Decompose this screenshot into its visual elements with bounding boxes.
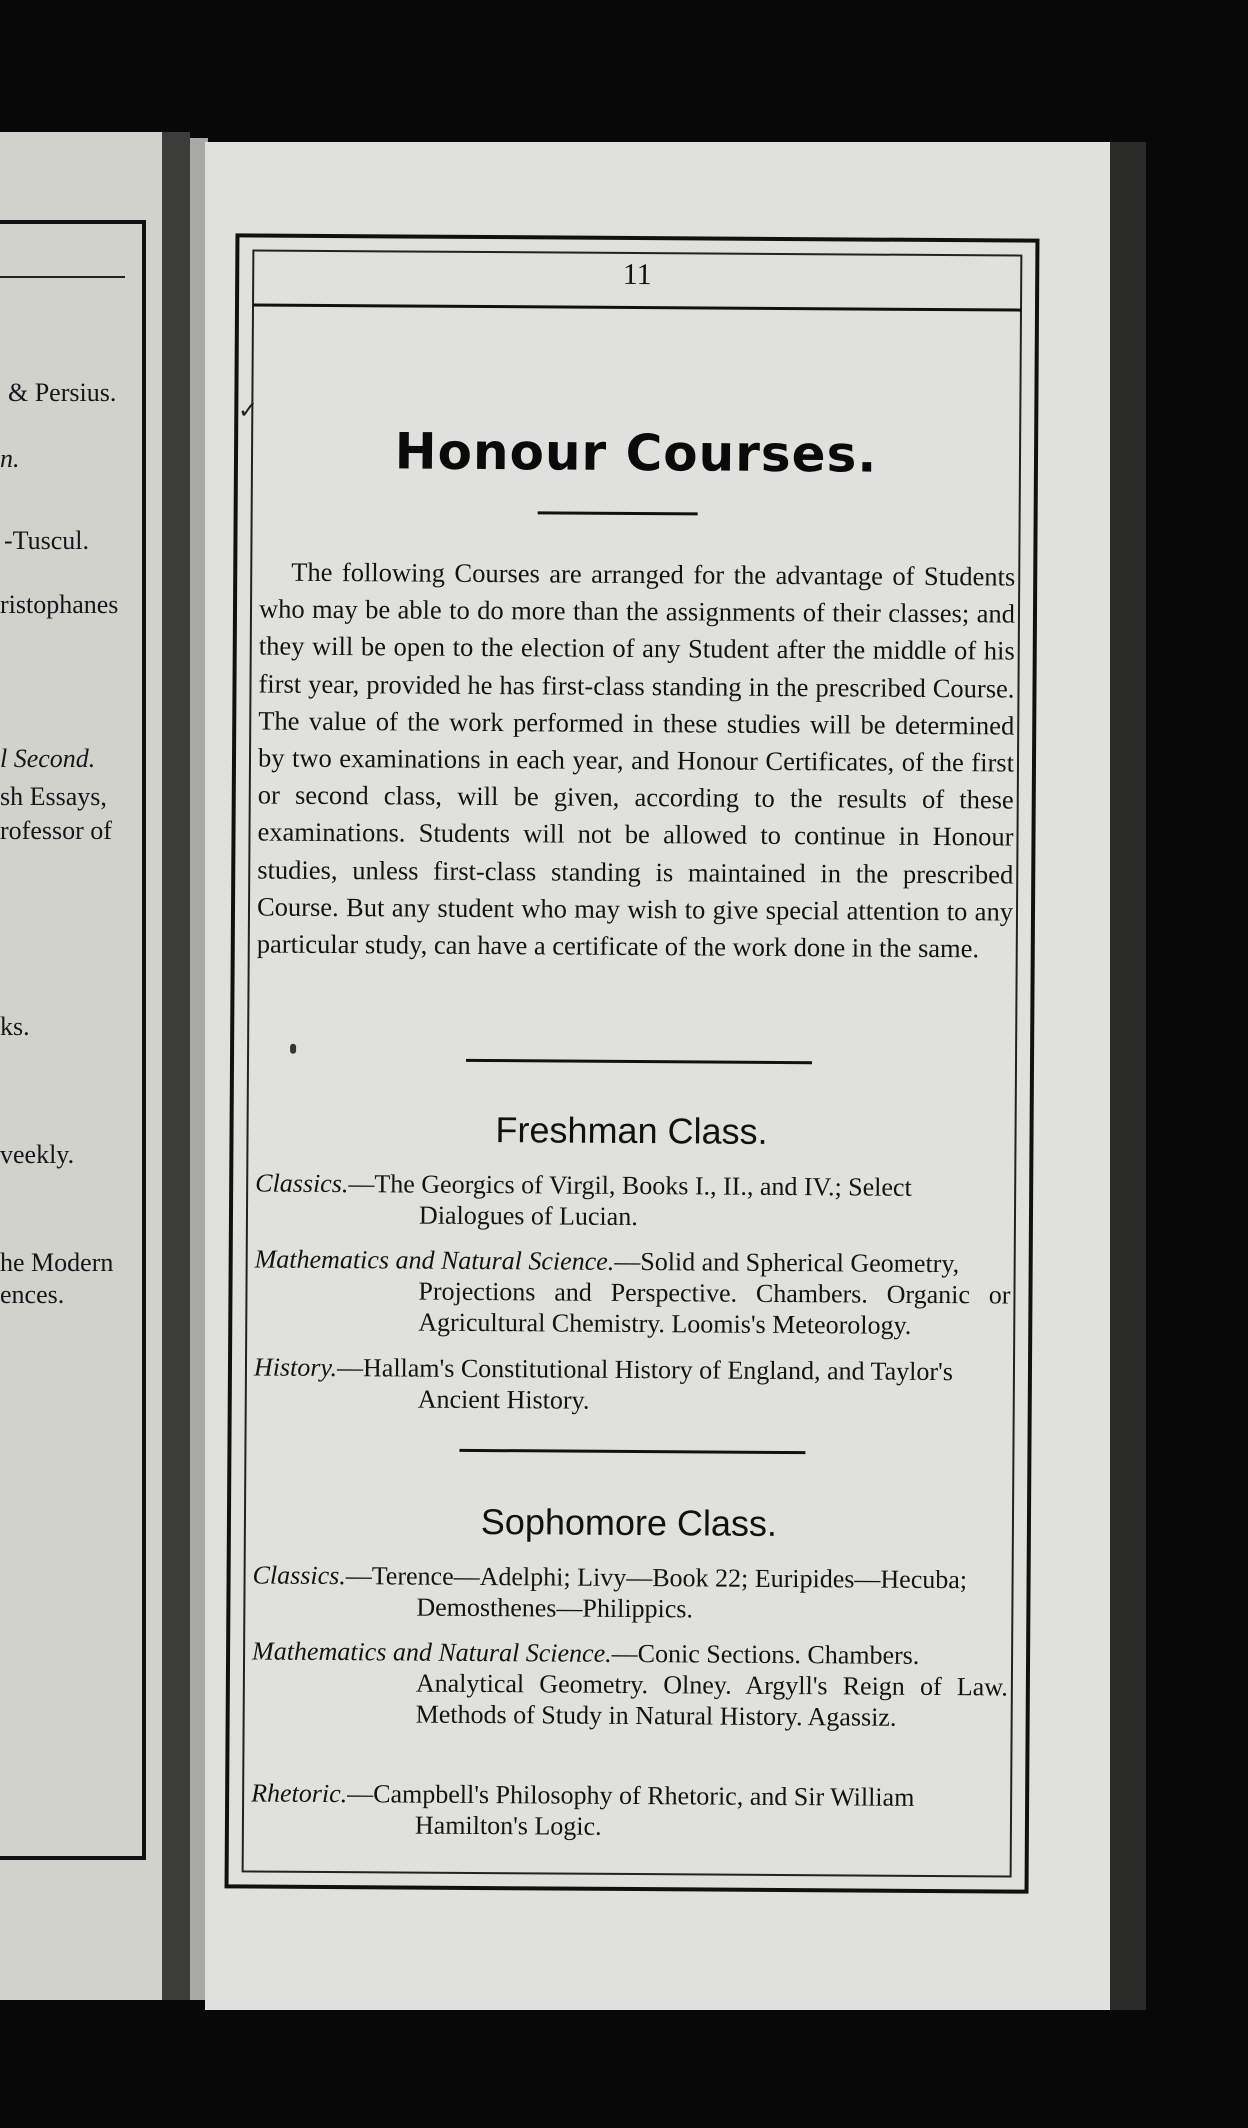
book-gutter [162, 132, 190, 2000]
entry-text: —Campbell's Philosophy of Rhetoric, and Sir William [347, 1779, 915, 1812]
entry-subject: Rhetoric. [251, 1778, 348, 1809]
sophomore-entry-classics [252, 1559, 1008, 1626]
entry-continuation: Dialogues of Lucian. [418, 1200, 638, 1232]
entry-continuation: Ancient History. [417, 1384, 590, 1415]
entry-text: —Solid and Spherical Geometry, [614, 1246, 960, 1279]
left-fragment: -Tuscul. [4, 526, 90, 555]
left-fragment: ks. [0, 1012, 30, 1041]
page-number: 11 [622, 257, 652, 292]
left-fragment: n. [0, 444, 20, 473]
left-fragment: he Modern [0, 1248, 114, 1277]
left-fragment: sh Essays, [0, 782, 107, 811]
freshman-entry-mathematics [254, 1244, 1011, 1342]
page-title: Honour Courses. [394, 422, 878, 484]
left-fragment: rofessor of [0, 816, 112, 845]
left-page-rule [0, 276, 125, 278]
entry-subject: Classics. [255, 1168, 349, 1199]
entry-continuation: Analytical Geometry. Olney. Argyll's Reign of Law. Methods of Study in Natural History. Agassiz. [415, 1668, 1008, 1732]
sophomore-entry-mathematics [252, 1635, 1009, 1733]
entry-text: —Conic Sections. Chambers. [611, 1638, 920, 1670]
freshman-entry-classics [255, 1168, 1011, 1235]
ink-spot [290, 1044, 296, 1054]
page-edge-shadow [1110, 142, 1146, 2010]
entry-subject: Classics. [252, 1560, 346, 1591]
entry-subject: History. [253, 1352, 338, 1383]
intro-text: The following Courses are arranged for the advantage of Students who may be able to do more than the assignments of their classes; and they will be open to the election of any Student after the middle of his first year, provided he has first-class standing in the prescribed Course. The value of the work performed in these studies will be determined by two examinations in each year, and Honour Certificates, of the first or second class, will be given, according to the results of these examinations. Students will not be allowed to continue in Honour studies, unless first-class standing is maintained in the prescribed Course. But any student who may wish to give special attention to any particular study, can have a certificate of the work done in the same. [256, 556, 1016, 964]
left-fragment: ristophanes [0, 590, 119, 619]
freshman-entry-history [254, 1351, 1010, 1418]
left-fragment: & Persius. [8, 378, 117, 407]
left-fragment: ences. [0, 1280, 65, 1309]
page-border-frame [225, 233, 1040, 1893]
entry-subject: Mathematics and Natural Science. [251, 1636, 612, 1668]
entry-text: —Hallam's Constitutional History of England, and Taylor's [336, 1353, 953, 1387]
sophomore-heading: Sophomore Class. [480, 1501, 778, 1544]
entry-continuation: Hamilton's Logic. [414, 1810, 602, 1841]
sophomore-entry-rhetoric [251, 1777, 1007, 1844]
left-fragment: veekly. [0, 1140, 75, 1169]
left-fragment: l Second. [0, 744, 96, 773]
entry-text: —Terence—Adelphi; Livy—Book 22; Euripides—Hecuba; [345, 1561, 968, 1595]
left-facing-page [0, 132, 182, 2000]
entry-continuation: Projections and Perspective. Chambers. Organic or Agricultural Chemistry. Loomis's Meteorology. [418, 1276, 1011, 1340]
page-border-inner [242, 249, 1023, 1877]
freshman-heading: Freshman Class. [495, 1109, 768, 1152]
entry-text: —The Georgics of Virgil, Books I., II., and IV.; Select [348, 1169, 912, 1202]
pencil-check-mark: ✓ [238, 398, 259, 424]
entry-subject: Mathematics and Natural Science. [254, 1244, 615, 1276]
entry-continuation: Demosthenes—Philippics. [416, 1592, 694, 1624]
intro-paragraph [257, 554, 1016, 968]
